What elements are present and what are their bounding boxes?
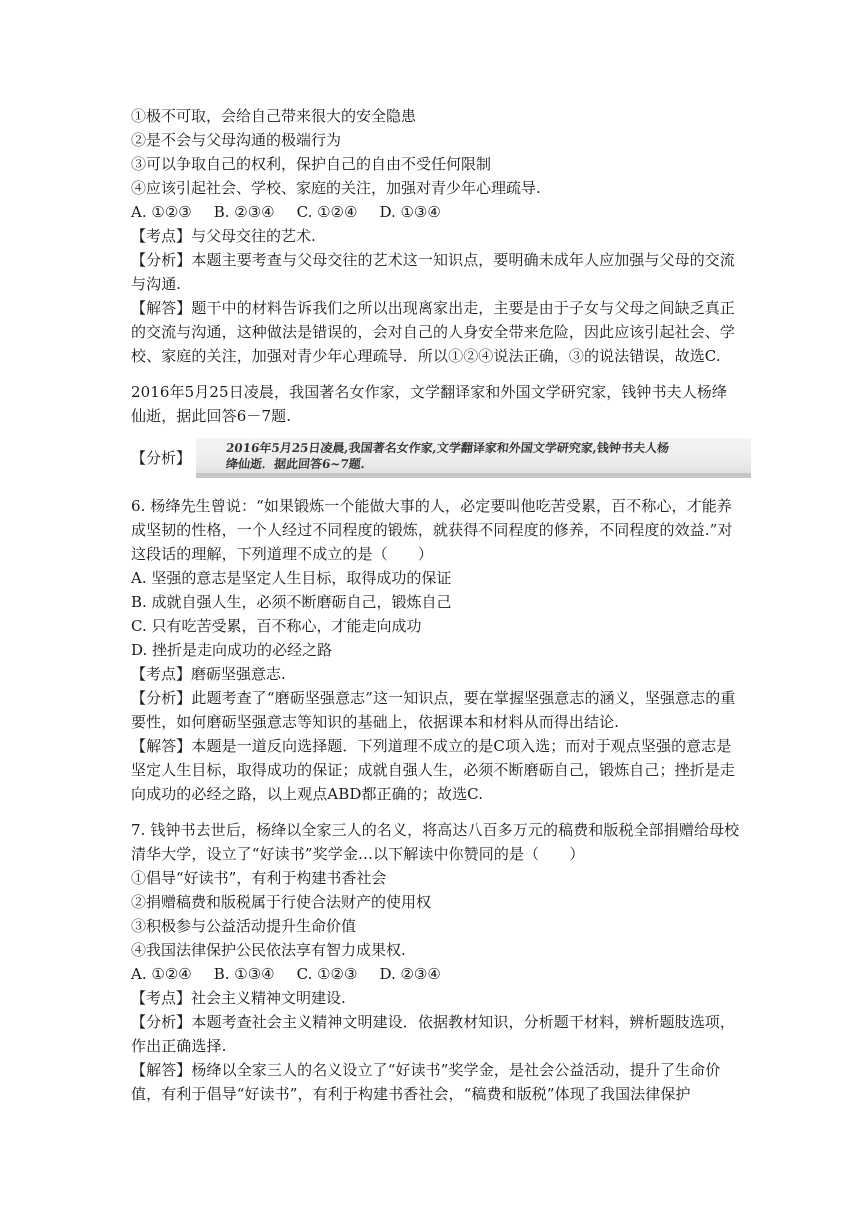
option-d: D. ①③④ [379, 203, 441, 221]
scan-edge [196, 473, 751, 478]
scan-text-line-1: 2016年5月25日凌晨,我国著名女作家,文学翻译家和外国文学研究家,钱钟书夫人杨 [225, 441, 670, 455]
scanned-image [196, 438, 751, 478]
q7-option-a: A. ①②④ [131, 965, 192, 983]
q7-item-1: ①倡导“好读书”，有利于构建书香社会 [131, 869, 387, 887]
q7-option-c: C. ①②③ [296, 965, 358, 983]
q6-kaodian: 【考点】磨砺坚强意志. [131, 665, 286, 683]
option-a: A. ①②③ [131, 203, 192, 221]
q6-option-d: D. 挫折是走向成功的必经之路 [131, 641, 333, 659]
jieda: 【解答】题干中的材料告诉我们之所以出现离家出走，主要是由于子女与父母之间缺乏真正的交流与沟通，这种做法是错误的，会对自己的人身安全带来危险，因此应该引起社会、学校、家庭的关注，加强对青少年心理疏导．所以①②④说法正确，③的说法错误，故选C. [131, 299, 736, 365]
q7-option-b: B. ①③④ [213, 965, 275, 983]
scan-label: 【分析】 [131, 449, 192, 467]
item-2: ②是不会与父母沟通的极端行为 [131, 131, 342, 149]
q6-option-a: A. 坚强的意志是坚定人生目标，取得成功的保证 [131, 569, 452, 587]
q7-option-d: D. ②③④ [379, 965, 441, 983]
q7-item-4: ④我国法律保护公民依法享有智力成果权. [131, 941, 406, 959]
q7-kaodian: 【考点】社会主义精神文明建设. [131, 989, 346, 1007]
q7-item-2: ②捐赠稿费和版税属于行使合法财产的使用权 [131, 893, 432, 911]
kaodian: 【考点】与父母交往的艺术. [131, 227, 316, 245]
item-4: ④应该引起社会、学校、家庭的关注，加强对青少年心理疏导. [131, 179, 541, 197]
item-3: ③可以争取自己的权利，保护自己的自由不受任何限制 [131, 155, 492, 173]
fenxi: 【分析】本题主要考查与父母交往的艺术这一知识点，要明确未成年人应加强与父母的交流与沟通. [131, 251, 736, 293]
q7-fenxi: 【分析】本题考查社会主义精神文明建设．依据教材知识，分析题干材料，辨析题肢选项，作出正确选择. [131, 1013, 736, 1055]
options-row [131, 200, 463, 224]
option-c: C. ①②④ [296, 203, 358, 221]
q6-fenxi: 【分析】此题考查了“磨砺坚强意志”这一知识点，要在掌握坚强意志的涵义，坚强意志的重要性，如何磨砺坚强意志等知识的基础上，依据课本和材料从而得出结论. [131, 689, 736, 731]
q7-stem: 7. 钱钟书去世后，杨绛以全家三人的名义，将高达八百多万元的稿费和版税全部捐赠给母校清华大学，设立了“好读书”奖学金…以下解读中你赞同的是（ ） [131, 821, 740, 863]
q6-option-b: B. 成就自强人生，必须不断磨砺自己，锻炼自己 [131, 593, 452, 611]
option-b: B. ②③④ [213, 203, 275, 221]
q7-item-3: ③积极参与公益活动提升生命价值 [131, 917, 357, 935]
q7-jieda: 【解答】杨绛以全家三人的名义设立了“好读书”奖学金，是社会公益活动，提升了生命价值，有利于倡导“好读书”，有利于构建书香社会，“稿费和版税”体现了我国法律保护 [131, 1061, 721, 1103]
q6-jieda: 【解答】本题是一道反向选择题．下列道理不成立的是C项入选；而对于观点坚强的意志是坚定人生目标，取得成功的保证；成就自强人生，必须不断磨砺自己，锻炼自己；挫折是走向成功的必经之路，以上观点ABD都正确的；故选C. [131, 737, 736, 803]
q6-stem: 6. 杨绛先生曾说：“如果锻炼一个能做大事的人，必定要叫他吃苦受累，百不称心，才能养成坚韧的性格，一个人经过不同程度的锻炼，就获得不同程度的修养，不同程度的效益.”对这段话的理解，下列道理不成立的是（ ） [131, 497, 733, 563]
q6-option-c: C. 只有吃苦受累，百不称心，才能走向成功 [131, 617, 422, 635]
item-1: ①极不可取，会给自己带来很大的安全隐患 [131, 107, 417, 125]
intro-paragraph: 2016年5月25日凌晨，我国著名女作家，文学翻译家和外国文学研究家，钱钟书夫人杨绛仙逝，据此回答6－7题. [131, 383, 728, 425]
scan-text-line-2: 绛仙逝．据此回答6~7题. [225, 457, 366, 471]
q7-options-row [131, 962, 463, 986]
